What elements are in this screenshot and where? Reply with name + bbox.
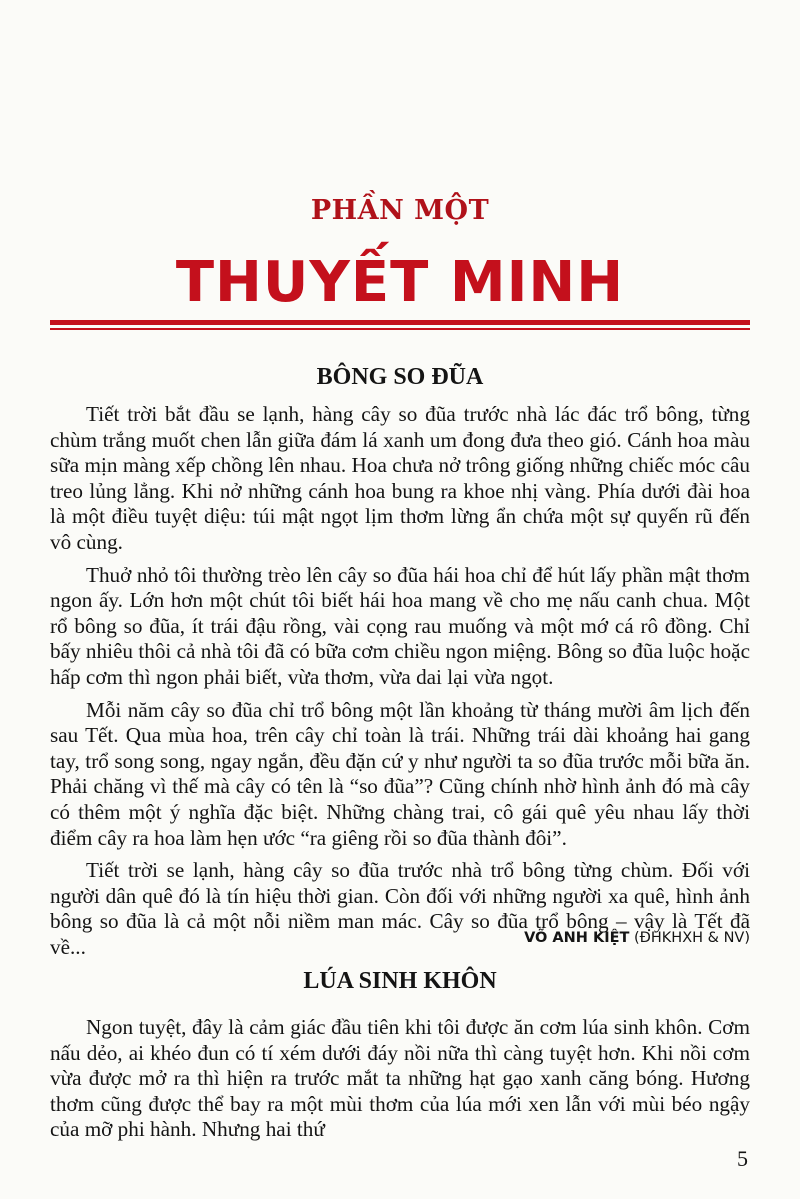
section-heading: BÔNG SO ĐŨA [316, 364, 484, 390]
paragraph: Thuở nhỏ tôi thường trèo lên cây so đũa hái hoa chỉ để hút lấy phần mật thơm ngon ấy. Lớn hơn một chút tôi biết hái hoa mang về cho mẹ nấu canh chua. Một rổ bông so đũa, ít trái đậu rồng, vài cọng rau muống và một mớ cá rô đồng. Chỉ bấy nhiêu thôi cả nhà tôi đã có bữa cơm chiều ngon miệng. Bông so đũa luộc hoặc hấp cơm thì ngon phải biết, vừa thơm, vừa dai lại vừa ngọt. [50, 562, 750, 689]
page-number: 5 [737, 1146, 748, 1171]
author-affiliation: (ĐHKHXH & NV) [634, 930, 750, 946]
section-heading: LÚA SINH KHÔN [303, 968, 497, 994]
author-credit [524, 930, 750, 946]
section-body [50, 1015, 750, 1150]
section-body [50, 402, 750, 967]
paragraph: Mỗi năm cây so đũa chỉ trổ bông một lần khoảng từ tháng mười âm lịch đến sau Tết. Qua mùa hoa, trên cây chỉ toàn là trái. Những trái dài khoảng hai gang tay, trổ song song, ngay ngắn, đều đặn cứ y như người ta so đũa trước mỗi bữa ăn. Phải chăng vì thế mà cây có tên là “so đũa”? Cũng chính nhờ hình ảnh đó mà cây có thêm một ý nghĩa đặc biệt. Những chàng trai, cô gái quê yêu nhau lấy thời điểm cây ra hoa làm hẹn ước “ra giêng rồi so đũa thành đôi”. [50, 697, 750, 850]
title-divider [50, 320, 750, 330]
author-name: VÕ ANH KIỆT [524, 930, 630, 946]
paragraph: Ngon tuyệt, đây là cảm giác đầu tiên khi tôi được ăn cơm lúa sinh khôn. Cơm nấu dẻo, ai khéo đun có tí xém dưới đáy nồi nữa thì càng tuyệt hơn. Khi nồi cơm vừa được mở ra thì hiện ra trước mắt ta những hạt gạo xanh căng bóng. Hương thơm cũng được thể bay ra một mùi thơm của lúa mới xen lẫn với mùi béo ngậy của mỡ phi hành. Nhưng hai thứ [50, 1015, 750, 1142]
part-label: PHẦN MỘT [310, 195, 490, 226]
paragraph: Tiết trời se lạnh, hàng cây so đũa trước nhà trổ bông từng chùm. Đối với người dân quê đó là tín hiệu thời gian. Còn đối với những người xa quê, hình ảnh bông so đũa là cả một nỗi niềm man mác. Cây so đũa trổ bông – vậy là Tết đã về... [50, 858, 750, 959]
part-title: THUYẾT MINH [175, 250, 625, 315]
paragraph: Tiết trời bắt đầu se lạnh, hàng cây so đũa trước nhà lác đác trổ bông, từng chùm trắng muốt chen lẫn giữa đám lá xanh um đong đưa theo gió. Cánh hoa màu sữa mịn màng xếp chồng lên nhau. Hoa chưa nở trông giống những chiếc móc câu treo lủng lẳng. Khi nở những cánh hoa bung ra khoe nhị vàng. Phía dưới đài hoa là một điều tuyệt diệu: túi mật ngọt lịm thơm lừng ẩn chứa một sự quyến rũ đến vô cùng. [50, 402, 750, 554]
